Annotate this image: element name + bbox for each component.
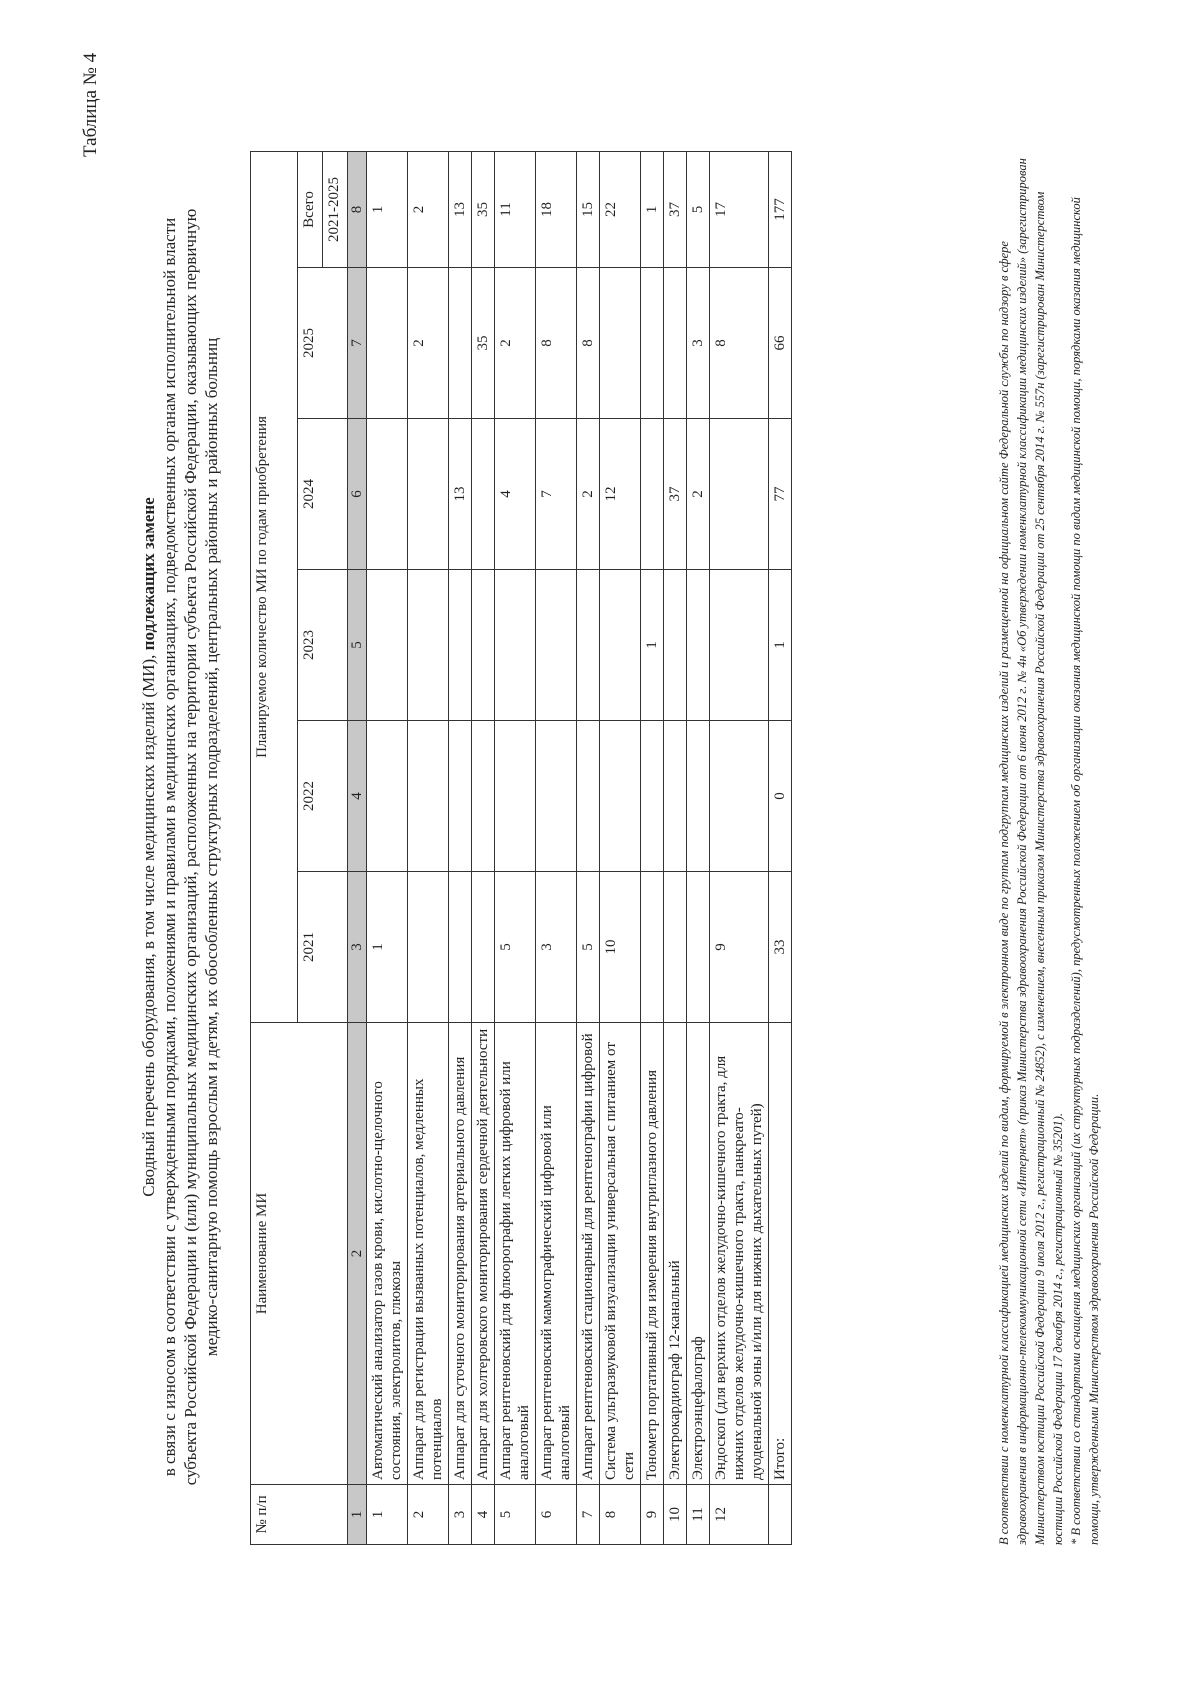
row-total: 22	[600, 151, 641, 267]
row-year-value: 5	[577, 872, 600, 1023]
row-year-value: 8	[577, 268, 600, 419]
row-year-value	[536, 570, 577, 721]
row-year-value	[449, 268, 472, 419]
table-row	[577, 151, 600, 1544]
row-year-value	[600, 268, 641, 419]
footnote-1: В соответствии с номенклатурной классификацией медицинских изделий по видам, формируемой в электронном виде по группам подгруппам медицинских изделий и размещенной на официальном сайте Федеральной службы по надзору в сфере здравоохранения в информационно-телекоммуникационной сети «Интернет» (приказ Министерства здравоохранения Российской Федерации от 6 июня 2012 г. № 4н «Об утверждении номенклатурной классификации медицинских изделий» (зарегистрирован Министерством юстиции Российской Федерации 9 июля 2012 г., регистрационный № 24852), с изменением, внесенным приказом Министерства здравоохранения Российской Федерации от 25 сентября 2014 г. № 557н (зарегистрирован Министерством юстиции Российской Федерации 17 декабря 2014 г., регистрационный № 35201).	[997, 158, 1065, 1545]
row-year-value: 2	[408, 268, 449, 419]
row-name: Аппарат рентгеновский для флюорографии легких цифровой или аналоговый	[495, 1023, 536, 1485]
row-year-value	[687, 872, 710, 1023]
row-year-value: 2	[577, 419, 600, 570]
row-year-value: 1	[367, 872, 408, 1023]
document-title	[138, 117, 222, 1577]
row-year-value: 13	[449, 419, 472, 570]
column-index-row	[348, 151, 367, 1544]
row-year-value	[472, 419, 495, 570]
row-number: 5	[495, 1485, 536, 1545]
row-year-value	[664, 721, 687, 872]
row-year-value	[536, 721, 577, 872]
row-year-value	[577, 721, 600, 872]
table-row	[495, 151, 536, 1544]
row-year-value	[472, 570, 495, 721]
header-year-2024: 2024	[298, 419, 348, 570]
col-index: 7	[348, 268, 367, 419]
row-year-value	[710, 419, 769, 570]
row-name: Автоматический анализатор газов крови, кислотно-щелочного состояния, электролитов, глюкозы	[367, 1023, 408, 1485]
table-row	[367, 151, 408, 1544]
totals-year-value: 0	[769, 721, 792, 872]
row-total: 11	[495, 151, 536, 267]
row-name: Электрокардиограф 12-канальный	[664, 1023, 687, 1485]
row-year-value: 3	[687, 268, 710, 419]
row-year-value	[449, 872, 472, 1023]
row-name: Электроэнцефалограф	[687, 1023, 710, 1485]
row-year-value: 8	[710, 268, 769, 419]
row-number: 9	[641, 1485, 664, 1545]
row-year-value	[449, 721, 472, 872]
row-year-value	[641, 872, 664, 1023]
row-year-value: 2	[687, 419, 710, 570]
row-year-value: 10	[600, 872, 641, 1023]
row-year-value: 4	[495, 419, 536, 570]
row-year-value	[710, 721, 769, 872]
table-row	[687, 151, 710, 1544]
header-planned: Планируемое количество МИ по годам приобретения	[251, 151, 298, 1022]
table-row	[408, 151, 449, 1544]
row-year-value: 5	[495, 872, 536, 1023]
table-row	[600, 151, 641, 1544]
row-year-value	[367, 268, 408, 419]
header-total: Всего	[298, 151, 323, 267]
table-row	[710, 151, 769, 1544]
row-total: 2	[408, 151, 449, 267]
col-index: 1	[348, 1485, 367, 1545]
row-year-value	[408, 419, 449, 570]
row-number: 11	[687, 1485, 710, 1545]
row-year-value	[710, 570, 769, 721]
row-year-value	[687, 570, 710, 721]
row-name: Тонометр портативный для измерения внутриглазного давления	[641, 1023, 664, 1485]
title-line-2: в связи с износом в соответствии с утвержденными порядками, положениями и правилами в медицинских организациях, подведомственных органам исполнительной власти	[160, 217, 179, 1477]
row-number: 3	[449, 1485, 472, 1545]
row-total: 5	[687, 151, 710, 267]
totals-year-value: 77	[769, 419, 792, 570]
table-number-label: Таблица № 4	[80, 52, 101, 157]
equipment-table	[250, 151, 792, 1545]
row-year-value: 9	[710, 872, 769, 1023]
header-num: № п/п	[251, 1485, 348, 1545]
footnotes	[995, 152, 1103, 1545]
row-year-value: 8	[536, 268, 577, 419]
header-year-2021: 2021	[298, 872, 348, 1023]
row-year-value: 35	[472, 268, 495, 419]
row-year-value	[408, 570, 449, 721]
row-number: 8	[600, 1485, 641, 1545]
totals-grand: 177	[769, 151, 792, 267]
col-index: 6	[348, 419, 367, 570]
totals-empty	[769, 1485, 792, 1545]
col-index: 4	[348, 721, 367, 872]
row-total: 15	[577, 151, 600, 267]
row-year-value	[600, 721, 641, 872]
row-year-value	[367, 721, 408, 872]
row-name: Эндоскоп (для верхних отделов желудочно-кишечного тракта, для нижних отделов желудочно-кишечного тракта, панкреато-дуоденальной зоны и/или для нижних дыхательных путей)	[710, 1023, 769, 1485]
row-name: Аппарат рентгеновский маммографический цифровой или аналоговый	[536, 1023, 577, 1485]
title-line-1-normal: Сводный перечень оборудования, в том числе медицинских изделий (МИ),	[139, 650, 158, 1197]
footnote-2: * В соответствии со стандартами оснащения медицинских организаций (их структурных подразделений), предусмотренных положением об организации оказания медицинской помощи по видам медицинской помощи, порядками оказания медицинской помощи, утвержденными Министерством здравоохранения Российской Федерации.	[1069, 197, 1101, 1545]
header-row-1	[251, 151, 298, 1544]
header-name: Наименование МИ	[251, 1023, 348, 1485]
col-index: 3	[348, 872, 367, 1023]
table-row	[664, 151, 687, 1544]
row-number: 4	[472, 1485, 495, 1545]
row-name: Аппарат рентгеновский стационарный для рентгенографии цифровой	[577, 1023, 600, 1485]
header-year-2022: 2022	[298, 721, 348, 872]
col-index: 2	[348, 1023, 367, 1485]
title-line-4: медико-санитарную помощь взрослым и детям, их обособленных структурных подразделений, центральных районных и районных больниц	[202, 337, 221, 1357]
row-name: Аппарат для суточного мониторирования артериального давления	[449, 1023, 472, 1485]
row-year-value	[495, 570, 536, 721]
row-year-value: 2	[495, 268, 536, 419]
row-year-value	[472, 721, 495, 872]
row-year-value	[367, 570, 408, 721]
row-total: 18	[536, 151, 577, 267]
row-number: 7	[577, 1485, 600, 1545]
header-total-range: 2021-2025	[323, 151, 348, 267]
table-row	[641, 151, 664, 1544]
col-index: 5	[348, 570, 367, 721]
row-year-value	[408, 721, 449, 872]
row-number: 6	[536, 1485, 577, 1545]
title-line-1	[138, 117, 159, 1577]
table-row	[472, 151, 495, 1544]
header-year-2023: 2023	[298, 570, 348, 721]
row-total: 13	[449, 151, 472, 267]
row-total: 1	[641, 151, 664, 267]
row-year-value	[687, 721, 710, 872]
row-number: 2	[408, 1485, 449, 1545]
title-line-3: субъекта Российской Федерации и (или) муниципальных медицинских организаций, расположенных на территории субъекта Российской Федерации, оказывающих первичную	[181, 208, 200, 1486]
totals-label: Итого:	[769, 1023, 792, 1485]
row-number: 10	[664, 1485, 687, 1545]
row-year-value	[449, 570, 472, 721]
row-year-value: 12	[600, 419, 641, 570]
row-year-value	[641, 721, 664, 872]
row-name: Аппарат для регистрации вызванных потенциалов, медленных потенциалов	[408, 1023, 449, 1485]
row-year-value	[495, 721, 536, 872]
col-index: 8	[348, 151, 367, 267]
row-year-value	[600, 570, 641, 721]
row-total: 35	[472, 151, 495, 267]
row-year-value	[641, 268, 664, 419]
row-total: 17	[710, 151, 769, 267]
row-total: 1	[367, 151, 408, 267]
totals-row	[769, 151, 792, 1544]
row-year-value: 37	[664, 419, 687, 570]
row-year-value: 7	[536, 419, 577, 570]
row-year-value	[664, 268, 687, 419]
row-number: 12	[710, 1485, 769, 1545]
row-year-value	[472, 872, 495, 1023]
row-year-value	[577, 570, 600, 721]
row-total: 37	[664, 151, 687, 267]
totals-year-value: 33	[769, 872, 792, 1023]
row-year-value	[367, 419, 408, 570]
row-year-value: 1	[641, 570, 664, 721]
table-row	[449, 151, 472, 1544]
totals-year-value: 1	[769, 570, 792, 721]
row-name: Аппарат для холтеровского мониторирования сердечной деятельности	[472, 1023, 495, 1485]
row-number: 1	[367, 1485, 408, 1545]
row-name: Система ультразвуковой визуализации универсальная с питанием от сети	[600, 1023, 641, 1485]
header-year-2025: 2025	[298, 268, 348, 419]
table-row	[536, 151, 577, 1544]
row-year-value	[641, 419, 664, 570]
row-year-value	[664, 570, 687, 721]
row-year-value	[664, 872, 687, 1023]
title-line-1-bold: подлежащих замене	[139, 497, 158, 651]
row-year-value	[408, 872, 449, 1023]
row-year-value: 3	[536, 872, 577, 1023]
totals-year-value: 66	[769, 268, 792, 419]
